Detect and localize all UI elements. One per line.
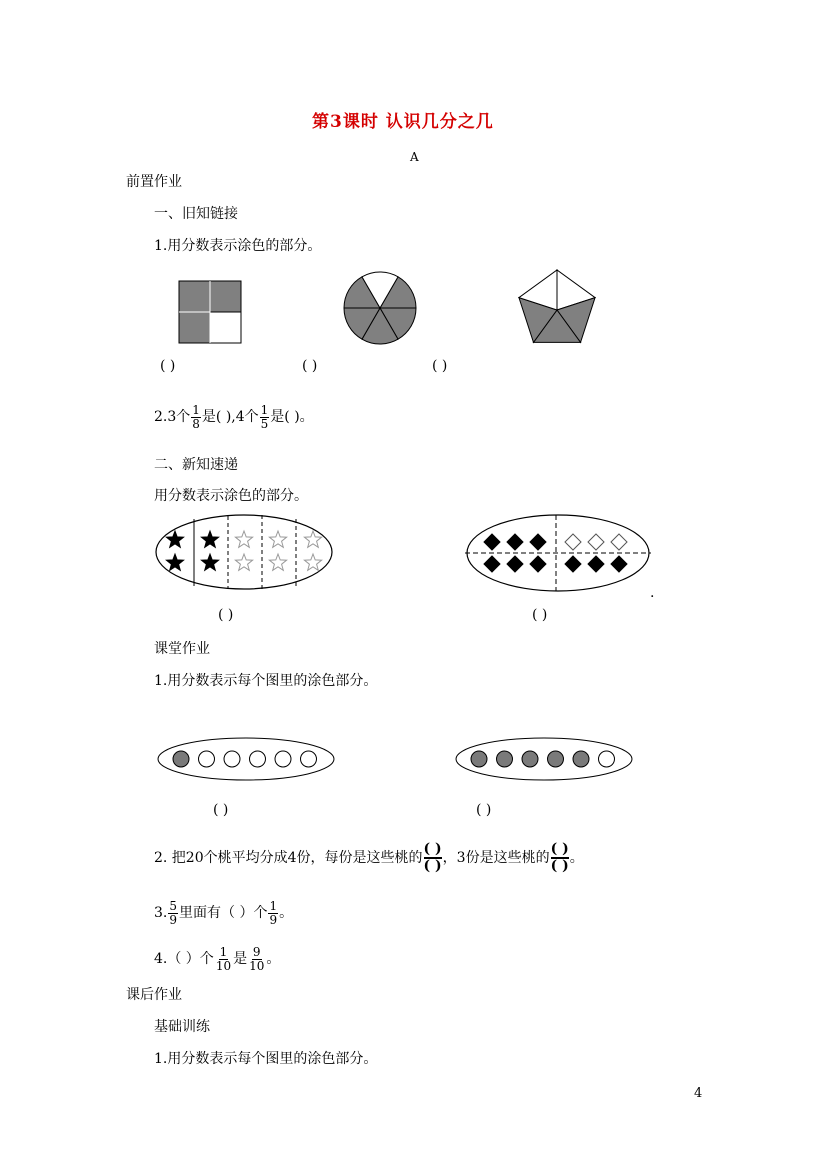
empty-circle [224, 751, 240, 767]
class-q4: 4.（ ）个 $\frac{1}{10}$ 是 $\frac{9}{10}$ 。 [154, 944, 281, 973]
outline-star-icon [269, 554, 286, 570]
filled-diamond-icon [530, 534, 546, 550]
shaded-circle [173, 751, 189, 767]
outline-star-icon [235, 531, 252, 547]
shaded-circle [573, 751, 589, 767]
part2-q: 用分数表示涂色的部分。 [154, 488, 308, 504]
filled-diamond-icon [611, 556, 627, 572]
outline-star-icon [235, 554, 252, 570]
blank-fraction-1[interactable]: $\frac{( )}{( )}$ [423, 841, 442, 874]
blank-fraction-2[interactable]: $\frac{( )}{( )}$ [550, 841, 569, 874]
filled-star-icon [166, 554, 183, 570]
fraction-5-9: $\frac{5}{9}$ [169, 898, 177, 927]
fraction-1-5: $\frac{1}{5}$ [260, 402, 269, 431]
section-preview: 前置作业 [126, 174, 182, 190]
outline-diamond-icon [588, 534, 604, 550]
level-label: A [410, 150, 419, 164]
empty-circle [275, 751, 291, 767]
shaded-circle [471, 751, 487, 767]
circle-figure [342, 270, 418, 346]
shaded-circle [497, 751, 513, 767]
answer-blank-square[interactable]: ( ) [160, 358, 176, 374]
outline-diamond-icon [611, 534, 627, 550]
fraction-1-8: $\frac{1}{8}$ [192, 402, 200, 431]
part2-heading: 二、新知速递 [154, 457, 238, 473]
part1-q1: 1.用分数表示涂色的部分。 [154, 238, 322, 254]
section-after: 课后作业 [126, 987, 182, 1003]
after-q1: 1.用分数表示每个图里的涂色部分。 [154, 1051, 378, 1067]
filled-star-icon [166, 531, 183, 547]
filled-diamond-icon [484, 534, 500, 550]
outline-star-icon [304, 531, 321, 547]
shaded-circle [548, 751, 564, 767]
filled-star-icon [201, 531, 218, 547]
empty-circle [250, 751, 266, 767]
empty-circle [301, 751, 317, 767]
fraction-1-9: $\frac{1}{9}$ [269, 898, 278, 927]
answer-blank-circle[interactable]: ( ) [302, 358, 318, 374]
fraction-9-10: $\frac{9}{10}$ [249, 944, 265, 973]
fraction-1-10: $\frac{1}{10}$ [215, 944, 232, 973]
answer-blank-diamonds[interactable]: ( ) [532, 607, 548, 623]
answer-blank-row2[interactable]: ( ) [476, 802, 492, 818]
answer-blank-stars[interactable]: ( ) [218, 607, 234, 623]
stars-oval-figure [155, 514, 335, 592]
answer-blank-row1[interactable]: ( ) [213, 802, 229, 818]
class-q3: 3. $\frac{5}{9}$ 里面有（ ）个 $\frac{1}{9}$ 。 [154, 898, 294, 927]
filled-diamond-icon [507, 556, 523, 572]
part1-q2: 2.3个 $\frac{1}{8}$ 是( ),4个 $\frac{1}{5}$ 是( )。 [154, 402, 314, 431]
pentagon-figure [514, 268, 600, 348]
answer-blank-pentagon[interactable]: ( ) [432, 358, 448, 374]
class-q1: 1.用分数表示每个图里的涂色部分。 [154, 673, 378, 689]
filled-diamond-icon [565, 556, 581, 572]
part1-heading: 一、旧知链接 [154, 206, 238, 222]
page-number: 4 [694, 1086, 703, 1101]
after-heading: 基础训练 [154, 1019, 210, 1035]
outline-star-icon [304, 554, 321, 570]
outline-star-icon [269, 531, 286, 547]
empty-circle [199, 751, 215, 767]
outline-diamond-icon [565, 534, 581, 550]
trailing-dot: . [650, 585, 655, 601]
filled-star-icon [201, 554, 218, 570]
circles-row1-figure [157, 737, 335, 781]
diamonds-oval-figure [463, 514, 653, 594]
section-class: 课堂作业 [154, 641, 210, 657]
circles-row2-figure [455, 737, 633, 781]
class-q2: 2. 把20个桃平均分成4份，每份是这些桃的 $\frac{( )}{( )}$ ，3份是这些桃的 $\frac{( )}{( )}$ 。 [154, 841, 584, 874]
empty-circle [599, 751, 615, 767]
filled-diamond-icon [588, 556, 604, 572]
shaded-circle [522, 751, 538, 767]
page-title: 第3课时 认识几分之几 [312, 112, 494, 132]
square-figure [178, 280, 242, 344]
filled-diamond-icon [530, 556, 546, 572]
filled-diamond-icon [484, 556, 500, 572]
filled-diamond-icon [507, 534, 523, 550]
